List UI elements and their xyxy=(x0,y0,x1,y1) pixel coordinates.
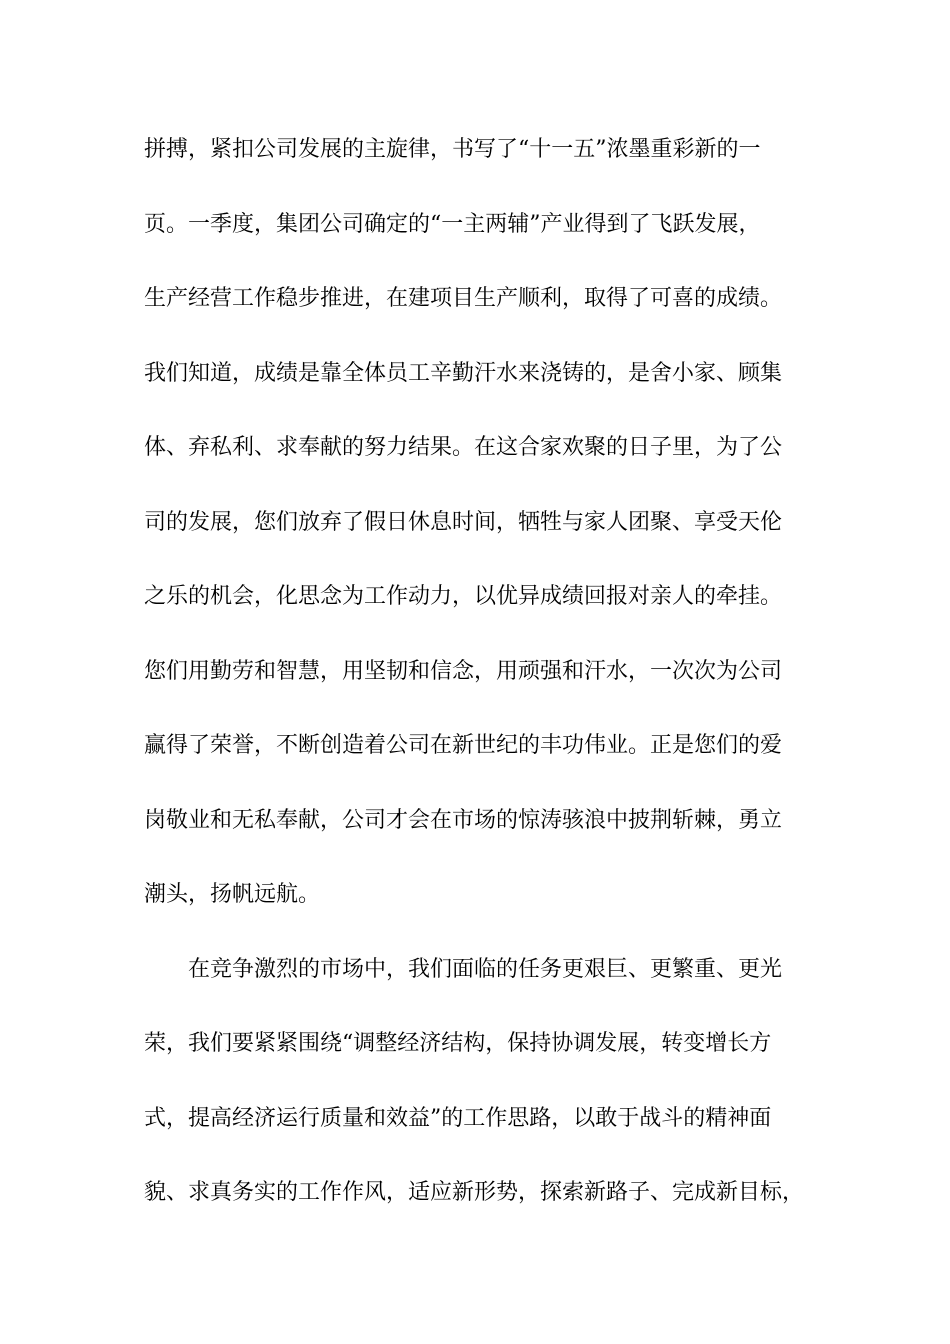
text-line: 荣，我们要紧紧围绕“调整经济结构，保持协调发展，转变增长方 xyxy=(144,1031,772,1056)
text-line: 我们知道，成绩是靠全体员工辛勤汗水来浇铸的，是舍小家、顾集 xyxy=(144,360,783,386)
text-line: 赢得了荣誉，不断创造着公司在新世纪的丰功伟业。正是您们的爱 xyxy=(144,733,783,758)
text-line: 潮头，扬帆远航。 xyxy=(144,882,321,907)
paragraph-first-line: 在竞争激烈的市场中，我们面临的任务更艰巨、更繁重、更光 xyxy=(188,956,783,982)
text-line: 生产经营工作稳步推进，在建项目生产顺利，取得了可喜的成绩。 xyxy=(144,286,783,311)
text-line: 岗敬业和无私奉献，公司才会在市场的惊涛骇浪中披荆斩棘，勇立 xyxy=(144,807,783,833)
text-line: 您们用勤劳和智慧，用坚韧和信念，用顽强和汗水，一次次为公司 xyxy=(144,658,783,684)
document-body xyxy=(144,128,824,1246)
text-line: 体、弃私利、求奉献的努力结果。在这合家欢聚的日子里，为了公 xyxy=(144,435,783,460)
text-line: 貌、求真务实的工作作风，适应新形势，探索新路子、完成新目标， xyxy=(144,1180,805,1205)
text-line: 拼搏，紧扣公司发展的主旋律，书写了“十一五”浓墨重彩新的一 xyxy=(144,137,761,162)
text-line: 之乐的机会，化思念为工作动力，以优异成绩回报对亲人的牵挂。 xyxy=(144,584,783,609)
text-line: 式，提高经济运行质量和效益”的工作思路，以敢于战斗的精神面 xyxy=(144,1105,772,1131)
text-line: 页。一季度，集团公司确定的“一主两辅”产业得到了飞跃发展， xyxy=(144,211,761,237)
text-line: 司的发展，您们放弃了假日休息时间，牺牲与家人团聚、享受天伦 xyxy=(144,509,783,535)
